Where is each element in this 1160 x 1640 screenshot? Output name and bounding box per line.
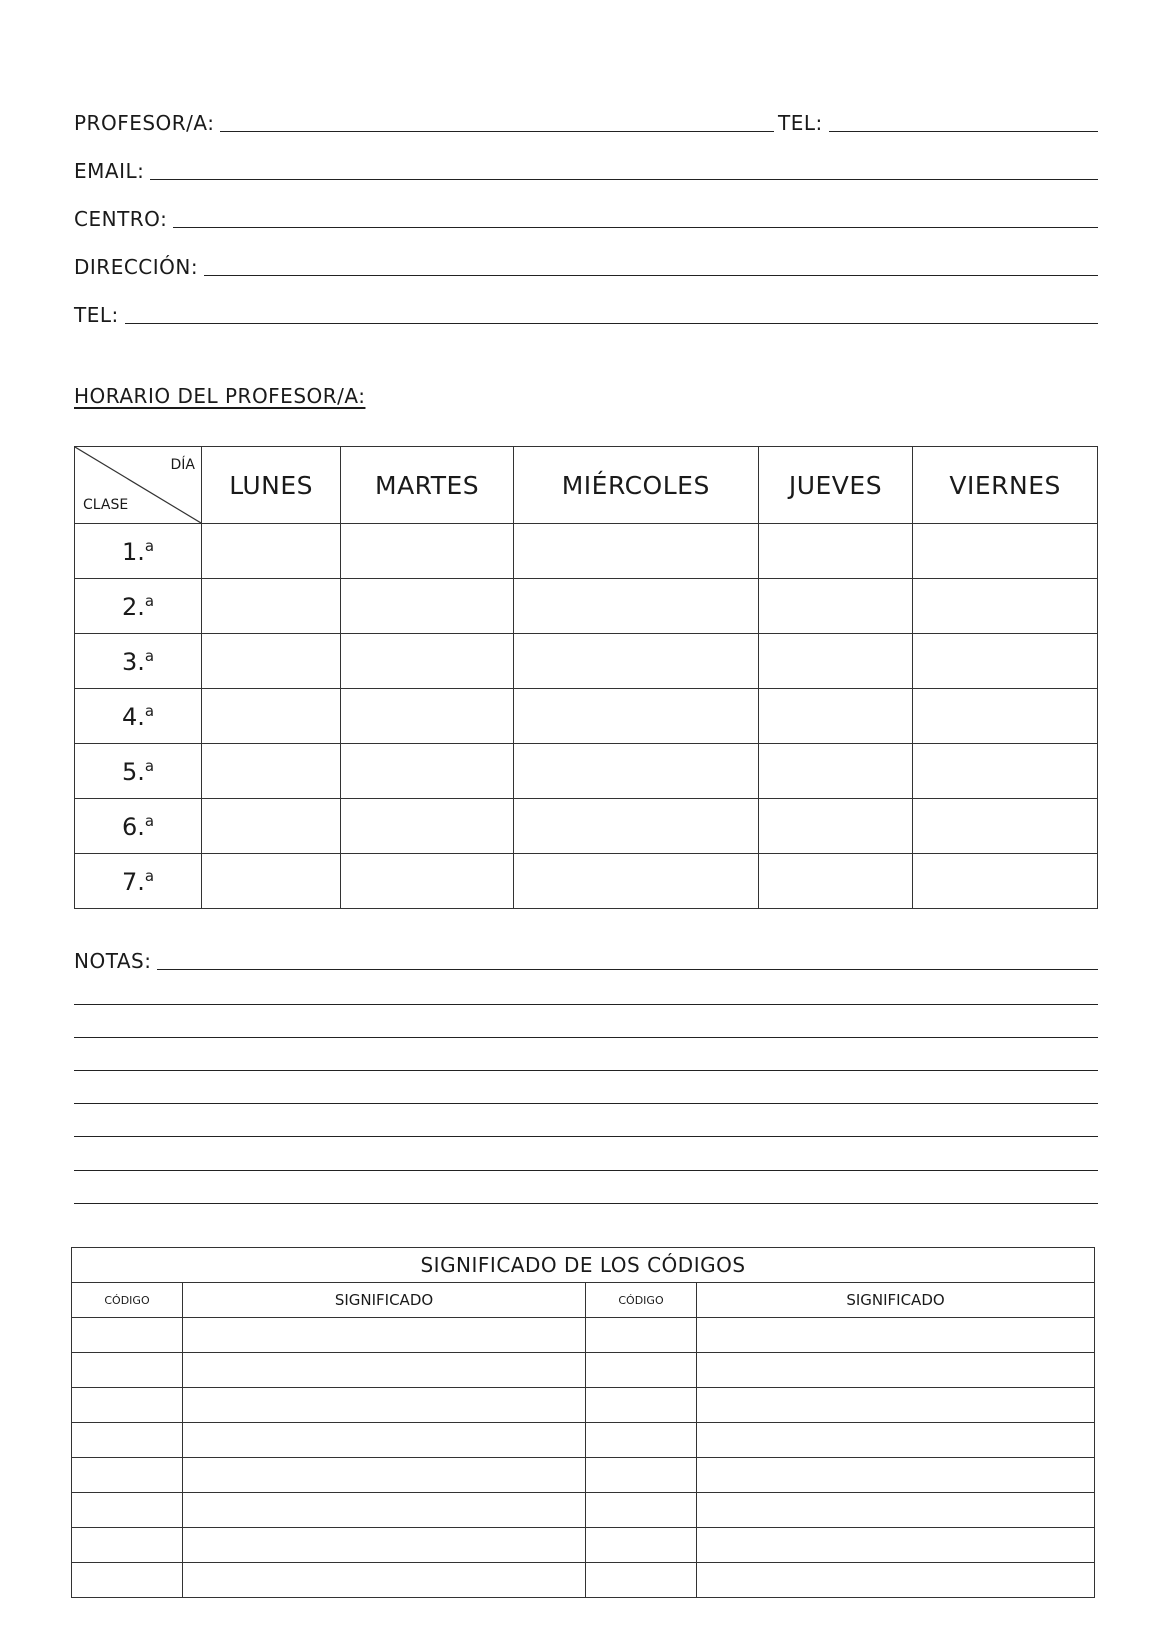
schedule-cell[interactable] — [341, 744, 514, 799]
codes-row — [72, 1493, 1095, 1528]
meaning-cell[interactable] — [697, 1318, 1095, 1353]
meaning-cell[interactable] — [697, 1353, 1095, 1388]
meaning-cell[interactable] — [697, 1528, 1095, 1563]
codes-table — [71, 1247, 1095, 1598]
meaning-cell[interactable] — [183, 1493, 586, 1528]
codes-row — [72, 1563, 1095, 1598]
meaning-cell[interactable] — [183, 1563, 586, 1598]
codes-row — [72, 1528, 1095, 1563]
code-cell[interactable] — [72, 1353, 183, 1388]
schedule-cell[interactable] — [913, 689, 1098, 744]
meaning-cell[interactable] — [697, 1388, 1095, 1423]
tel2-line[interactable] — [125, 322, 1098, 324]
corner-day-label: DÍA — [170, 457, 195, 473]
schedule-cell[interactable] — [513, 799, 758, 854]
schedule-cell[interactable] — [513, 634, 758, 689]
schedule-cell[interactable] — [341, 689, 514, 744]
schedule-cell[interactable] — [513, 689, 758, 744]
schedule-cell[interactable] — [341, 579, 514, 634]
notes-line[interactable] — [74, 1004, 1098, 1005]
tel2-field[interactable] — [74, 298, 1098, 328]
tel2-label: TEL: — [74, 303, 119, 327]
schedule-cell[interactable] — [202, 634, 341, 689]
notes-line[interactable] — [74, 1136, 1098, 1137]
schedule-cell[interactable] — [913, 744, 1098, 799]
schedule-cell[interactable] — [758, 689, 913, 744]
code-cell[interactable] — [586, 1493, 697, 1528]
meaning-cell[interactable] — [183, 1388, 586, 1423]
schedule-header-row — [75, 447, 1098, 524]
meaning-cell[interactable] — [183, 1458, 586, 1493]
profesor-label: PROFESOR/A: — [74, 111, 215, 135]
email-field[interactable] — [74, 154, 1098, 184]
tel-line[interactable] — [829, 130, 1098, 132]
code-cell[interactable] — [72, 1318, 183, 1353]
direccion-field[interactable] — [74, 250, 1098, 280]
notes-line[interactable] — [157, 968, 1098, 970]
period-label: 2.$^a$ — [75, 579, 202, 634]
code-cell[interactable] — [72, 1423, 183, 1458]
email-line[interactable] — [150, 178, 1098, 180]
notes-field[interactable] — [74, 944, 1098, 974]
schedule-title: HORARIO DEL PROFESOR/A: — [74, 384, 366, 408]
schedule-cell[interactable] — [758, 634, 913, 689]
codes-row — [72, 1318, 1095, 1353]
schedule-cell[interactable] — [341, 799, 514, 854]
tel-field[interactable] — [778, 106, 1098, 136]
meaning-cell[interactable] — [697, 1458, 1095, 1493]
meaning-cell[interactable] — [183, 1318, 586, 1353]
period-label: 3.$^a$ — [75, 634, 202, 689]
code-cell[interactable] — [72, 1493, 183, 1528]
period-label: 4.$^a$ — [75, 689, 202, 744]
code-cell[interactable] — [586, 1528, 697, 1563]
schedule-row — [75, 854, 1098, 909]
profesor-line[interactable] — [220, 130, 774, 132]
schedule-cell[interactable] — [202, 689, 341, 744]
schedule-cell[interactable] — [913, 634, 1098, 689]
code-cell[interactable] — [586, 1563, 697, 1598]
schedule-cell[interactable] — [513, 854, 758, 909]
schedule-row — [75, 689, 1098, 744]
profesor-field[interactable] — [74, 106, 774, 136]
day-header: MARTES — [341, 447, 514, 524]
centro-label: CENTRO: — [74, 207, 168, 231]
schedule-cell[interactable] — [513, 579, 758, 634]
schedule-cell[interactable] — [202, 854, 341, 909]
schedule-cell[interactable] — [202, 579, 341, 634]
schedule-cell[interactable] — [758, 799, 913, 854]
schedule-cell[interactable] — [758, 524, 913, 579]
schedule-cell[interactable] — [202, 524, 341, 579]
codes-row — [72, 1388, 1095, 1423]
email-label: EMAIL: — [74, 159, 145, 183]
code-cell[interactable] — [586, 1388, 697, 1423]
notes-line[interactable] — [74, 1170, 1098, 1171]
schedule-cell[interactable] — [341, 524, 514, 579]
period-label: 7.$^a$ — [75, 854, 202, 909]
notes-line[interactable] — [74, 1203, 1098, 1204]
schedule-row — [75, 579, 1098, 634]
meaning-cell[interactable] — [697, 1493, 1095, 1528]
period-label: 5.$^a$ — [75, 744, 202, 799]
notes-line[interactable] — [74, 1070, 1098, 1071]
code-cell[interactable] — [72, 1528, 183, 1563]
notes-line[interactable] — [74, 1103, 1098, 1104]
meaning-cell[interactable] — [183, 1528, 586, 1563]
code-cell[interactable] — [586, 1423, 697, 1458]
codes-row — [72, 1353, 1095, 1388]
code-cell[interactable] — [586, 1353, 697, 1388]
code-cell[interactable] — [586, 1318, 697, 1353]
notes-label: NOTAS: — [74, 949, 152, 973]
direccion-label: DIRECCIÓN: — [74, 255, 199, 279]
code-header: CÓDIGO — [72, 1283, 183, 1318]
codes-title: SIGNIFICADO DE LOS CÓDIGOS — [72, 1248, 1095, 1283]
code-cell[interactable] — [72, 1388, 183, 1423]
codes-row — [72, 1458, 1095, 1493]
schedule-cell[interactable] — [913, 524, 1098, 579]
meaning-cell[interactable] — [697, 1423, 1095, 1458]
schedule-cell[interactable] — [202, 744, 341, 799]
schedule-cell[interactable] — [341, 854, 514, 909]
day-header: LUNES — [202, 447, 341, 524]
schedule-row — [75, 744, 1098, 799]
schedule-cell[interactable] — [913, 799, 1098, 854]
tel-label: TEL: — [778, 111, 823, 135]
code-header-2: CÓDIGO — [586, 1283, 697, 1318]
meaning-cell[interactable] — [183, 1353, 586, 1388]
centro-line[interactable] — [173, 226, 1098, 228]
centro-field[interactable] — [74, 202, 1098, 232]
schedule-cell[interactable] — [913, 579, 1098, 634]
notes-line[interactable] — [74, 1037, 1098, 1038]
meaning-header-2: SIGNIFICADO — [697, 1283, 1095, 1318]
code-cell[interactable] — [586, 1458, 697, 1493]
schedule-row — [75, 799, 1098, 854]
meaning-cell[interactable] — [697, 1563, 1095, 1598]
schedule-cell[interactable] — [341, 634, 514, 689]
schedule-cell[interactable] — [202, 799, 341, 854]
schedule-cell[interactable] — [513, 744, 758, 799]
schedule-row — [75, 634, 1098, 689]
meaning-header: SIGNIFICADO — [183, 1283, 586, 1318]
schedule-cell[interactable] — [758, 854, 913, 909]
schedule-row — [75, 524, 1098, 579]
schedule-cell[interactable] — [758, 579, 913, 634]
day-header: JUEVES — [758, 447, 913, 524]
corner-class-label: CLASE — [83, 497, 129, 513]
period-label: 1.$^a$ — [75, 524, 202, 579]
day-header: MIÉRCOLES — [513, 447, 758, 524]
day-header: VIERNES — [913, 447, 1098, 524]
schedule-table — [74, 446, 1098, 909]
code-cell[interactable] — [72, 1563, 183, 1598]
corner-cell — [75, 447, 202, 524]
codes-row — [72, 1423, 1095, 1458]
schedule-cell[interactable] — [513, 524, 758, 579]
schedule-cell[interactable] — [758, 744, 913, 799]
code-cell[interactable] — [72, 1458, 183, 1493]
meaning-cell[interactable] — [183, 1423, 586, 1458]
schedule-cell[interactable] — [913, 854, 1098, 909]
direccion-line[interactable] — [204, 274, 1098, 276]
period-label: 6.$^a$ — [75, 799, 202, 854]
